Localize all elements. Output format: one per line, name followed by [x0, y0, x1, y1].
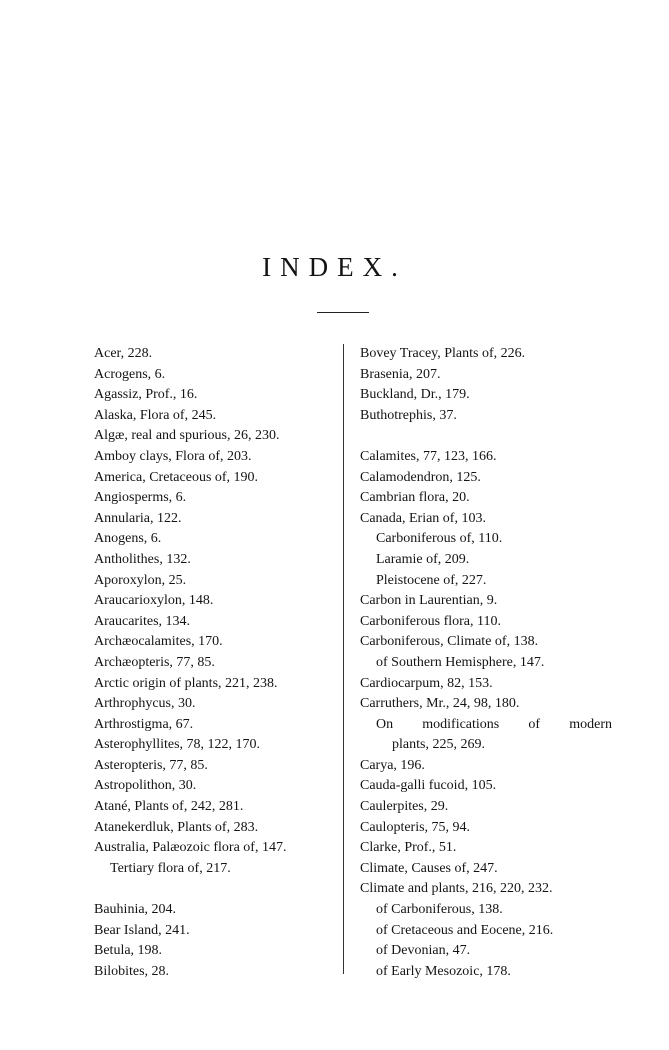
index-subentry: plants, 225, 269. — [392, 737, 485, 753]
word: On — [376, 716, 394, 732]
index-entry: Carruthers, Mr., 24, 98, 180. — [360, 696, 520, 712]
index-subentry: of Devonian, 47. — [376, 943, 471, 959]
index-entry: America, Cretaceous of, 190. — [94, 469, 259, 485]
index-subentry-justified — [360, 715, 612, 736]
index-entry: Arctic origin of plants, 221, 238. — [94, 675, 278, 691]
index-entry: Atané, Plants of, 242, 281. — [94, 799, 244, 815]
index-subentry: Pleistocene of, 227. — [376, 572, 487, 588]
index-subentry: of Carboniferous, 138. — [376, 902, 503, 918]
index-entry: Annularia, 122. — [94, 510, 182, 526]
index-entry: Cambrian flora, 20. — [360, 490, 470, 506]
word: modern — [569, 716, 612, 732]
index-entry: Archæopteris, 77, 85. — [94, 654, 215, 670]
index-entry: Cauda-galli fucoid, 105. — [360, 778, 497, 794]
index-entry: Betula, 198. — [94, 943, 163, 959]
index-entry: Algæ, real and spurious, 26, 230. — [94, 428, 280, 444]
index-entry: Arthrophycus, 30. — [94, 696, 196, 712]
index-subentry: of Southern Hemisphere, 147. — [376, 654, 545, 670]
title-rule — [317, 312, 369, 313]
word: of — [528, 716, 541, 732]
index-entry: Amboy clays, Flora of, 203. — [94, 448, 252, 464]
index-entry: Buckland, Dr., 179. — [360, 387, 470, 403]
index-entry: Carboniferous, Climate of, 138. — [360, 634, 539, 650]
index-entry: Araucarites, 134. — [94, 613, 191, 629]
index-entry: Bilobites, 28. — [94, 963, 170, 979]
justified-line — [376, 715, 612, 736]
index-entry: Australia, Palæozoic flora of, 147. — [94, 840, 287, 856]
index-entry: Acrogens, 6. — [94, 366, 166, 382]
index-entry: Caulopteris, 75, 94. — [360, 819, 471, 835]
index-entry: Climate, Causes of, 247. — [360, 860, 498, 876]
index-entry: Angiosperms, 6. — [94, 490, 187, 506]
index-subentry: Carboniferous of, 110. — [376, 531, 503, 547]
index-entry: Agassiz, Prof., 16. — [94, 387, 198, 403]
index-entry: Acer, 228. — [94, 346, 153, 361]
index-entry: Buthotrephis, 37. — [360, 407, 457, 423]
index-entry: Anogens, 6. — [94, 531, 162, 547]
index-entry: Archæocalamites, 170. — [94, 634, 223, 650]
index-subentry: Laramie of, 209. — [376, 551, 470, 567]
index-entry: Canada, Erian of, 103. — [360, 510, 486, 526]
index-entry: Calamites, 77, 123, 166. — [360, 448, 497, 464]
index-column-left — [94, 344, 286, 982]
index-entry: Climate and plants, 216, 220, 232. — [360, 881, 553, 897]
index-entry: Astropolithon, 30. — [94, 778, 197, 794]
index-entry: Carbon in Laurentian, 9. — [360, 593, 498, 609]
index-entry: Bear Island, 241. — [94, 922, 190, 938]
index-entry: Antholithes, 132. — [94, 551, 191, 567]
index-entry: Carya, 196. — [360, 757, 425, 773]
index-subentry: of Early Mesozoic, 178. — [376, 963, 511, 979]
index-entry: Brasenia, 207. — [360, 366, 441, 382]
index-entry: Araucarioxylon, 148. — [94, 593, 214, 609]
section-gap — [360, 426, 612, 447]
index-entry: Calamodendron, 125. — [360, 469, 481, 485]
index-entry: Clarke, Prof., 51. — [360, 840, 457, 856]
index-entry: Bauhinia, 204. — [94, 902, 177, 918]
index-entry: Aporoxylon, 25. — [94, 572, 187, 588]
index-entry: Asterophyllites, 78, 122, 170. — [94, 737, 261, 753]
index-entry: Bovey Tracey, Plants of, 226. — [360, 346, 526, 361]
index-entry: Alaska, Flora of, 245. — [94, 407, 217, 423]
index-subentry: Tertiary flora of, 217. — [110, 860, 231, 876]
index-entry: Atanekerdluk, Plants of, 283. — [94, 819, 259, 835]
index-subentry: of Cretaceous and Eocene, 216. — [376, 922, 554, 938]
index-entry: Cardiocarpum, 82, 153. — [360, 675, 493, 691]
word: modifications — [422, 716, 500, 732]
section-gap — [94, 879, 286, 900]
index-entry: Arthrostigma, 67. — [94, 716, 194, 732]
index-column-right — [360, 344, 612, 982]
index-entry: Asteropteris, 77, 85. — [94, 757, 208, 773]
index-entry: Caulerpites, 29. — [360, 799, 449, 815]
page-title: INDEX. — [262, 252, 407, 282]
index-entry: Carboniferous flora, 110. — [360, 613, 501, 629]
column-divider — [343, 344, 344, 974]
